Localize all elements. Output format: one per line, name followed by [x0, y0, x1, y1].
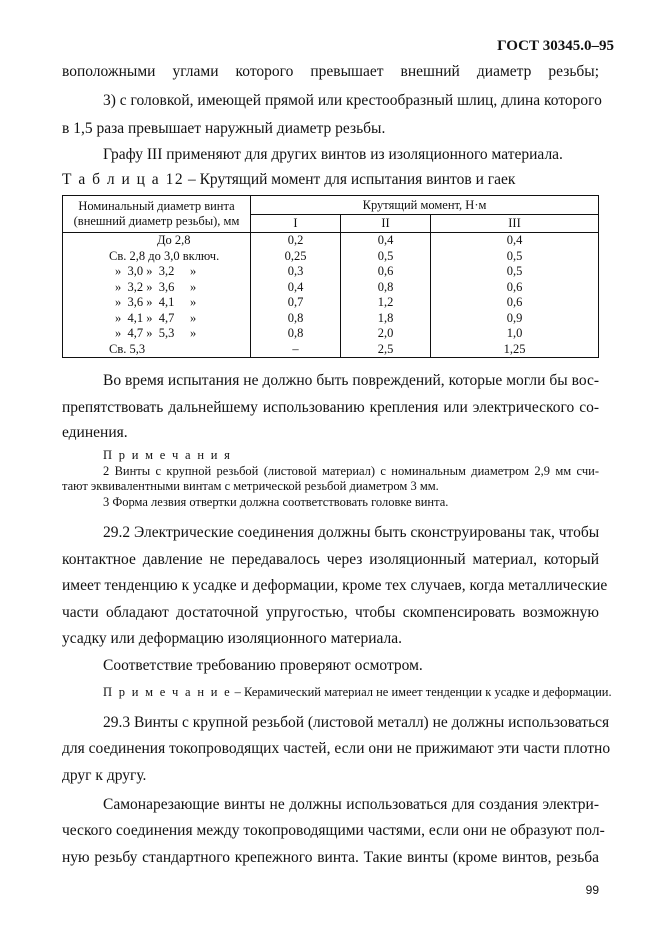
compliance-text: Соответствие требованию проверяют осмотром. — [103, 657, 423, 674]
diameter-cell: До 2,8 — [63, 233, 251, 249]
section-29-3: 29.3 Винты с крупной резьбой (листовой металл) не должны использоваться — [103, 714, 610, 731]
table-caption-text: – Крутящий момент для испытания винтов и гаек — [184, 171, 516, 188]
diameter-column-header: Номинальный диаметр винта (внешний диаметр резьбы), мм — [63, 196, 251, 233]
text-line: 3) с головкой, имеющей прямой или крестообразный шлиц, длина которого — [103, 92, 602, 109]
section-29-2: 29.2 Электрические соединения должны быть сконструированы так, чтобы — [103, 524, 600, 541]
text-line: части обладают достаточной упругостью, чтобы скомпенсировать возможную — [62, 604, 599, 621]
torque-column-header: Крутящий момент, Н·м — [251, 196, 599, 215]
torque-value-cell: 0,9 — [431, 311, 599, 327]
torque-value-cell: 0,8 — [341, 280, 431, 296]
notes-title: П р и м е ч а н и я — [103, 448, 232, 462]
diameter-cell: » 3,2 » 3,6 » — [63, 280, 251, 296]
text-line: единения. — [62, 424, 128, 441]
torque-value-cell: 2,0 — [341, 326, 431, 342]
table-caption — [62, 170, 599, 190]
table-row — [63, 311, 599, 327]
torque-value-cell: 0,6 — [341, 264, 431, 280]
torque-value-cell: 0,6 — [431, 280, 599, 296]
table-row — [63, 326, 599, 342]
torque-value-cell: 0,4 — [251, 280, 341, 296]
text-line: друг к другу. — [62, 767, 147, 784]
torque-value-cell: – — [251, 342, 341, 358]
table-row — [63, 249, 599, 265]
diameter-cell: Св. 5,3 — [63, 342, 251, 358]
torque-value-cell: 0,3 — [251, 264, 341, 280]
column-header-ii: II — [341, 215, 431, 233]
torque-value-cell: 0,4 — [341, 233, 431, 249]
diameter-cell: » 3,0 » 3,2 » — [63, 264, 251, 280]
text-line: в 1,5 раза превышает наружный диаметр резьбы. — [62, 120, 386, 137]
torque-value-cell: 0,25 — [251, 249, 341, 265]
text-line: имеет тенденцию к усадке и деформации, кроме тех случаев, когда металлические — [62, 577, 608, 594]
text-line: контактное давление не передавалось через изоляционный материал, который — [62, 551, 599, 568]
torque-value-cell: 0,2 — [251, 233, 341, 249]
note-2: 2 Винты с крупной резьбой (листовой материал) с номинальным диаметром 2,9 мм счи- — [103, 464, 599, 478]
note-ceramic: П р и м е ч а н и е – Керамический материал не имеет тенденции к усадке и деформации. — [103, 685, 612, 699]
table-row — [63, 233, 599, 249]
text-line: препятствовать дальнейшему использованию крепления или электрического со- — [62, 399, 599, 416]
diameter-cell: » 4,1 » 4,7 » — [63, 311, 251, 327]
table-row — [63, 280, 599, 296]
torque-table — [62, 195, 599, 358]
column-header-i: I — [251, 215, 341, 233]
page-number: 99 — [585, 883, 599, 897]
text-line: Графу III применяют для других винтов из изоляционного материала. — [103, 146, 563, 163]
torque-value-cell: 0,5 — [431, 264, 599, 280]
torque-value-cell: 0,4 — [431, 233, 599, 249]
text-line: Во время испытания не должно быть повреждений, которые могли бы вос- — [103, 372, 599, 389]
document-header: ГОСТ 30345.0–95 — [497, 38, 614, 54]
table-caption-prefix: Т а б л и ц а 12 — [62, 171, 185, 188]
table-row — [63, 264, 599, 280]
note-2-cont: тают эквивалентными винтам с метрической резьбой диаметром 3 мм. — [62, 479, 439, 493]
torque-value-cell: 0,8 — [251, 326, 341, 342]
torque-value-cell: 1,25 — [431, 342, 599, 358]
text-line: Самонарезающие винты не должны использоваться для создания электри- — [103, 796, 599, 813]
torque-value-cell: 0,7 — [251, 295, 341, 311]
torque-value-cell: 1,2 — [341, 295, 431, 311]
diameter-cell: Св. 2,8 до 3,0 включ. — [63, 249, 251, 265]
diameter-cell: » 4,7 » 5,3 » — [63, 326, 251, 342]
diameter-cell: » 3,6 » 4,1 » — [63, 295, 251, 311]
torque-value-cell: 0,5 — [341, 249, 431, 265]
table-row — [63, 342, 599, 358]
torque-value-cell: 0,6 — [431, 295, 599, 311]
torque-value-cell: 1,0 — [431, 326, 599, 342]
torque-value-cell: 1,8 — [341, 311, 431, 327]
text-line: усадку или деформацию изоляционного материала. — [62, 630, 403, 647]
column-header-iii: III — [431, 215, 599, 233]
torque-value-cell: 0,8 — [251, 311, 341, 327]
text-line: воположными углами которого превышает внешний диаметр резьбы; — [62, 63, 599, 80]
text-line: ную резьбу стандартного крепежного винта. Такие винты (кроме винтов, резьба — [62, 849, 599, 866]
torque-value-cell: 2,5 — [341, 342, 431, 358]
text-line: ческого соединения между токопроводящими частями, если они не образуют пол- — [62, 822, 605, 839]
torque-value-cell: 0,5 — [431, 249, 599, 265]
table-row — [63, 295, 599, 311]
text-line: для соединения токопроводящих частей, если они не прижимают эти части плотно — [62, 740, 611, 757]
note-3: 3 Форма лезвия отвертки должна соответствовать головке винта. — [103, 495, 449, 509]
